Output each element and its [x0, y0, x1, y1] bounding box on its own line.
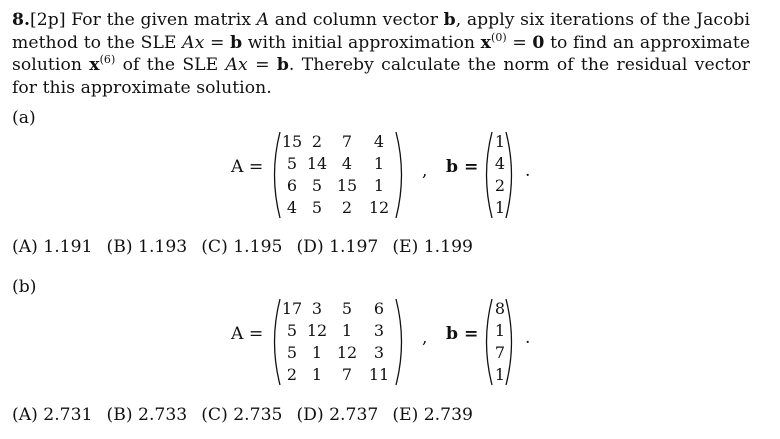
vector-cell: 7 — [494, 343, 506, 362]
vector-cell: 1 — [494, 198, 506, 217]
equals-sign: = — [506, 32, 533, 53]
matrix-cell: 12 — [368, 198, 390, 217]
matrix-cell: 7 — [341, 132, 353, 151]
choice-d[interactable]: (D) 1.197 — [296, 237, 379, 257]
vector-b-label: b = — [446, 324, 479, 344]
x-vector-symbol: x — [89, 55, 100, 75]
equation-lhs: Ax — [182, 32, 205, 53]
choice-c[interactable]: (C) 1.195 — [201, 237, 283, 257]
vector-symbol: b — [230, 32, 243, 53]
part-b-label: (b) — [12, 277, 37, 297]
right-paren — [394, 131, 408, 219]
matrix-cell: 1 — [373, 176, 385, 195]
right-paren — [394, 298, 408, 386]
problem-text: of the SLE — [122, 55, 219, 75]
matrix-cell: 5 — [286, 154, 298, 173]
problem-text: with initial approximation — [247, 32, 476, 53]
vector-b-label: b = — [446, 157, 479, 177]
matrix-cell: 12 — [306, 321, 328, 340]
part-a-label: (a) — [12, 108, 36, 128]
matrix-cell: 4 — [341, 154, 353, 173]
matrix-cell: 12 — [336, 343, 358, 362]
vector-cell: 4 — [494, 154, 506, 173]
matrix-cell: 5 — [341, 299, 353, 318]
matrix-cell: 11 — [368, 365, 390, 384]
matrix-cell: 5 — [311, 176, 323, 195]
vector-cell: 1 — [494, 321, 506, 340]
part-a-choices — [12, 237, 487, 257]
problem-statement — [12, 9, 750, 99]
matrix-cell: 2 — [286, 365, 298, 384]
matrix-cell: 15 — [336, 176, 358, 195]
matrix-cell: 2 — [311, 132, 323, 151]
choice-e[interactable]: (E) 2.739 — [392, 405, 473, 425]
matrix-cell: 4 — [373, 132, 385, 151]
part-b-choices — [12, 405, 487, 425]
superscript-6: (6) — [99, 53, 116, 66]
matrix-cell: 5 — [311, 198, 323, 217]
vector-cell: 1 — [494, 132, 506, 151]
choice-a[interactable]: (A) 1.191 — [12, 237, 93, 257]
equals-sign: = — [204, 32, 231, 53]
choice-b[interactable]: (B) 2.733 — [106, 405, 188, 425]
matrix-cell: 5 — [286, 343, 298, 362]
vector-symbol: b — [443, 10, 456, 30]
matrix-cell: 14 — [306, 154, 328, 173]
comma: , — [422, 328, 428, 348]
vector-cell: 1 — [494, 365, 506, 384]
choice-e[interactable]: (E) 1.199 — [392, 237, 473, 257]
part-b-system — [0, 298, 780, 386]
problem-number: 8. — [12, 10, 31, 30]
matrix-cell: 1 — [373, 154, 385, 173]
period: . — [525, 161, 531, 181]
part-a-system — [0, 131, 780, 219]
matrix-a-label: A = — [231, 324, 264, 344]
problem-text: to find an approximate solution — [12, 32, 751, 75]
matrix-a-grid — [280, 298, 394, 386]
matrix-cell: 15 — [281, 132, 303, 151]
problem-text: and column vector — [274, 10, 438, 30]
vector-cell: 2 — [494, 176, 506, 195]
problem-text: For the given matrix — [71, 10, 251, 30]
matrix-cell: 6 — [373, 299, 385, 318]
matrix-cell: 3 — [373, 321, 385, 340]
choice-c[interactable]: (C) 2.735 — [201, 405, 283, 425]
right-paren — [504, 298, 518, 386]
vector-symbol: b — [276, 55, 289, 75]
choice-a[interactable]: (A) 2.731 — [12, 405, 93, 425]
matrix-a-label: A = — [231, 157, 264, 177]
comma: , — [422, 161, 428, 181]
matrix-cell: 6 — [286, 176, 298, 195]
matrix-cell: 2 — [341, 198, 353, 217]
equals-sign: = — [247, 55, 277, 75]
zero-vector: 0 — [532, 32, 545, 53]
matrix-cell: 17 — [281, 299, 303, 318]
problem-text: . Thereby calculate the norm of the residual vector for this approximate solution. — [12, 55, 751, 98]
matrix-cell: 3 — [311, 299, 323, 318]
matrix-cell: 1 — [311, 365, 323, 384]
vector-cell: 8 — [494, 299, 506, 318]
problem-points: [2p] — [30, 10, 66, 30]
x-vector-symbol: x — [480, 32, 491, 53]
choice-b[interactable]: (B) 1.193 — [106, 237, 188, 257]
matrix-cell: 5 — [286, 321, 298, 340]
matrix-cell: 4 — [286, 198, 298, 217]
problem-text: , apply six iterations of the Jacobi method to the SLE — [12, 10, 751, 53]
matrix-cell: 7 — [341, 365, 353, 384]
choice-d[interactable]: (D) 2.737 — [296, 405, 379, 425]
matrix-a-grid — [280, 131, 394, 219]
equation-lhs: Ax — [225, 55, 248, 75]
period: . — [525, 328, 531, 348]
matrix-cell: 1 — [341, 321, 353, 340]
right-paren — [504, 131, 518, 219]
superscript-0: (0) — [490, 30, 507, 44]
matrix-cell: 1 — [311, 343, 323, 362]
matrix-cell: 3 — [373, 343, 385, 362]
matrix-symbol: A — [256, 10, 270, 30]
